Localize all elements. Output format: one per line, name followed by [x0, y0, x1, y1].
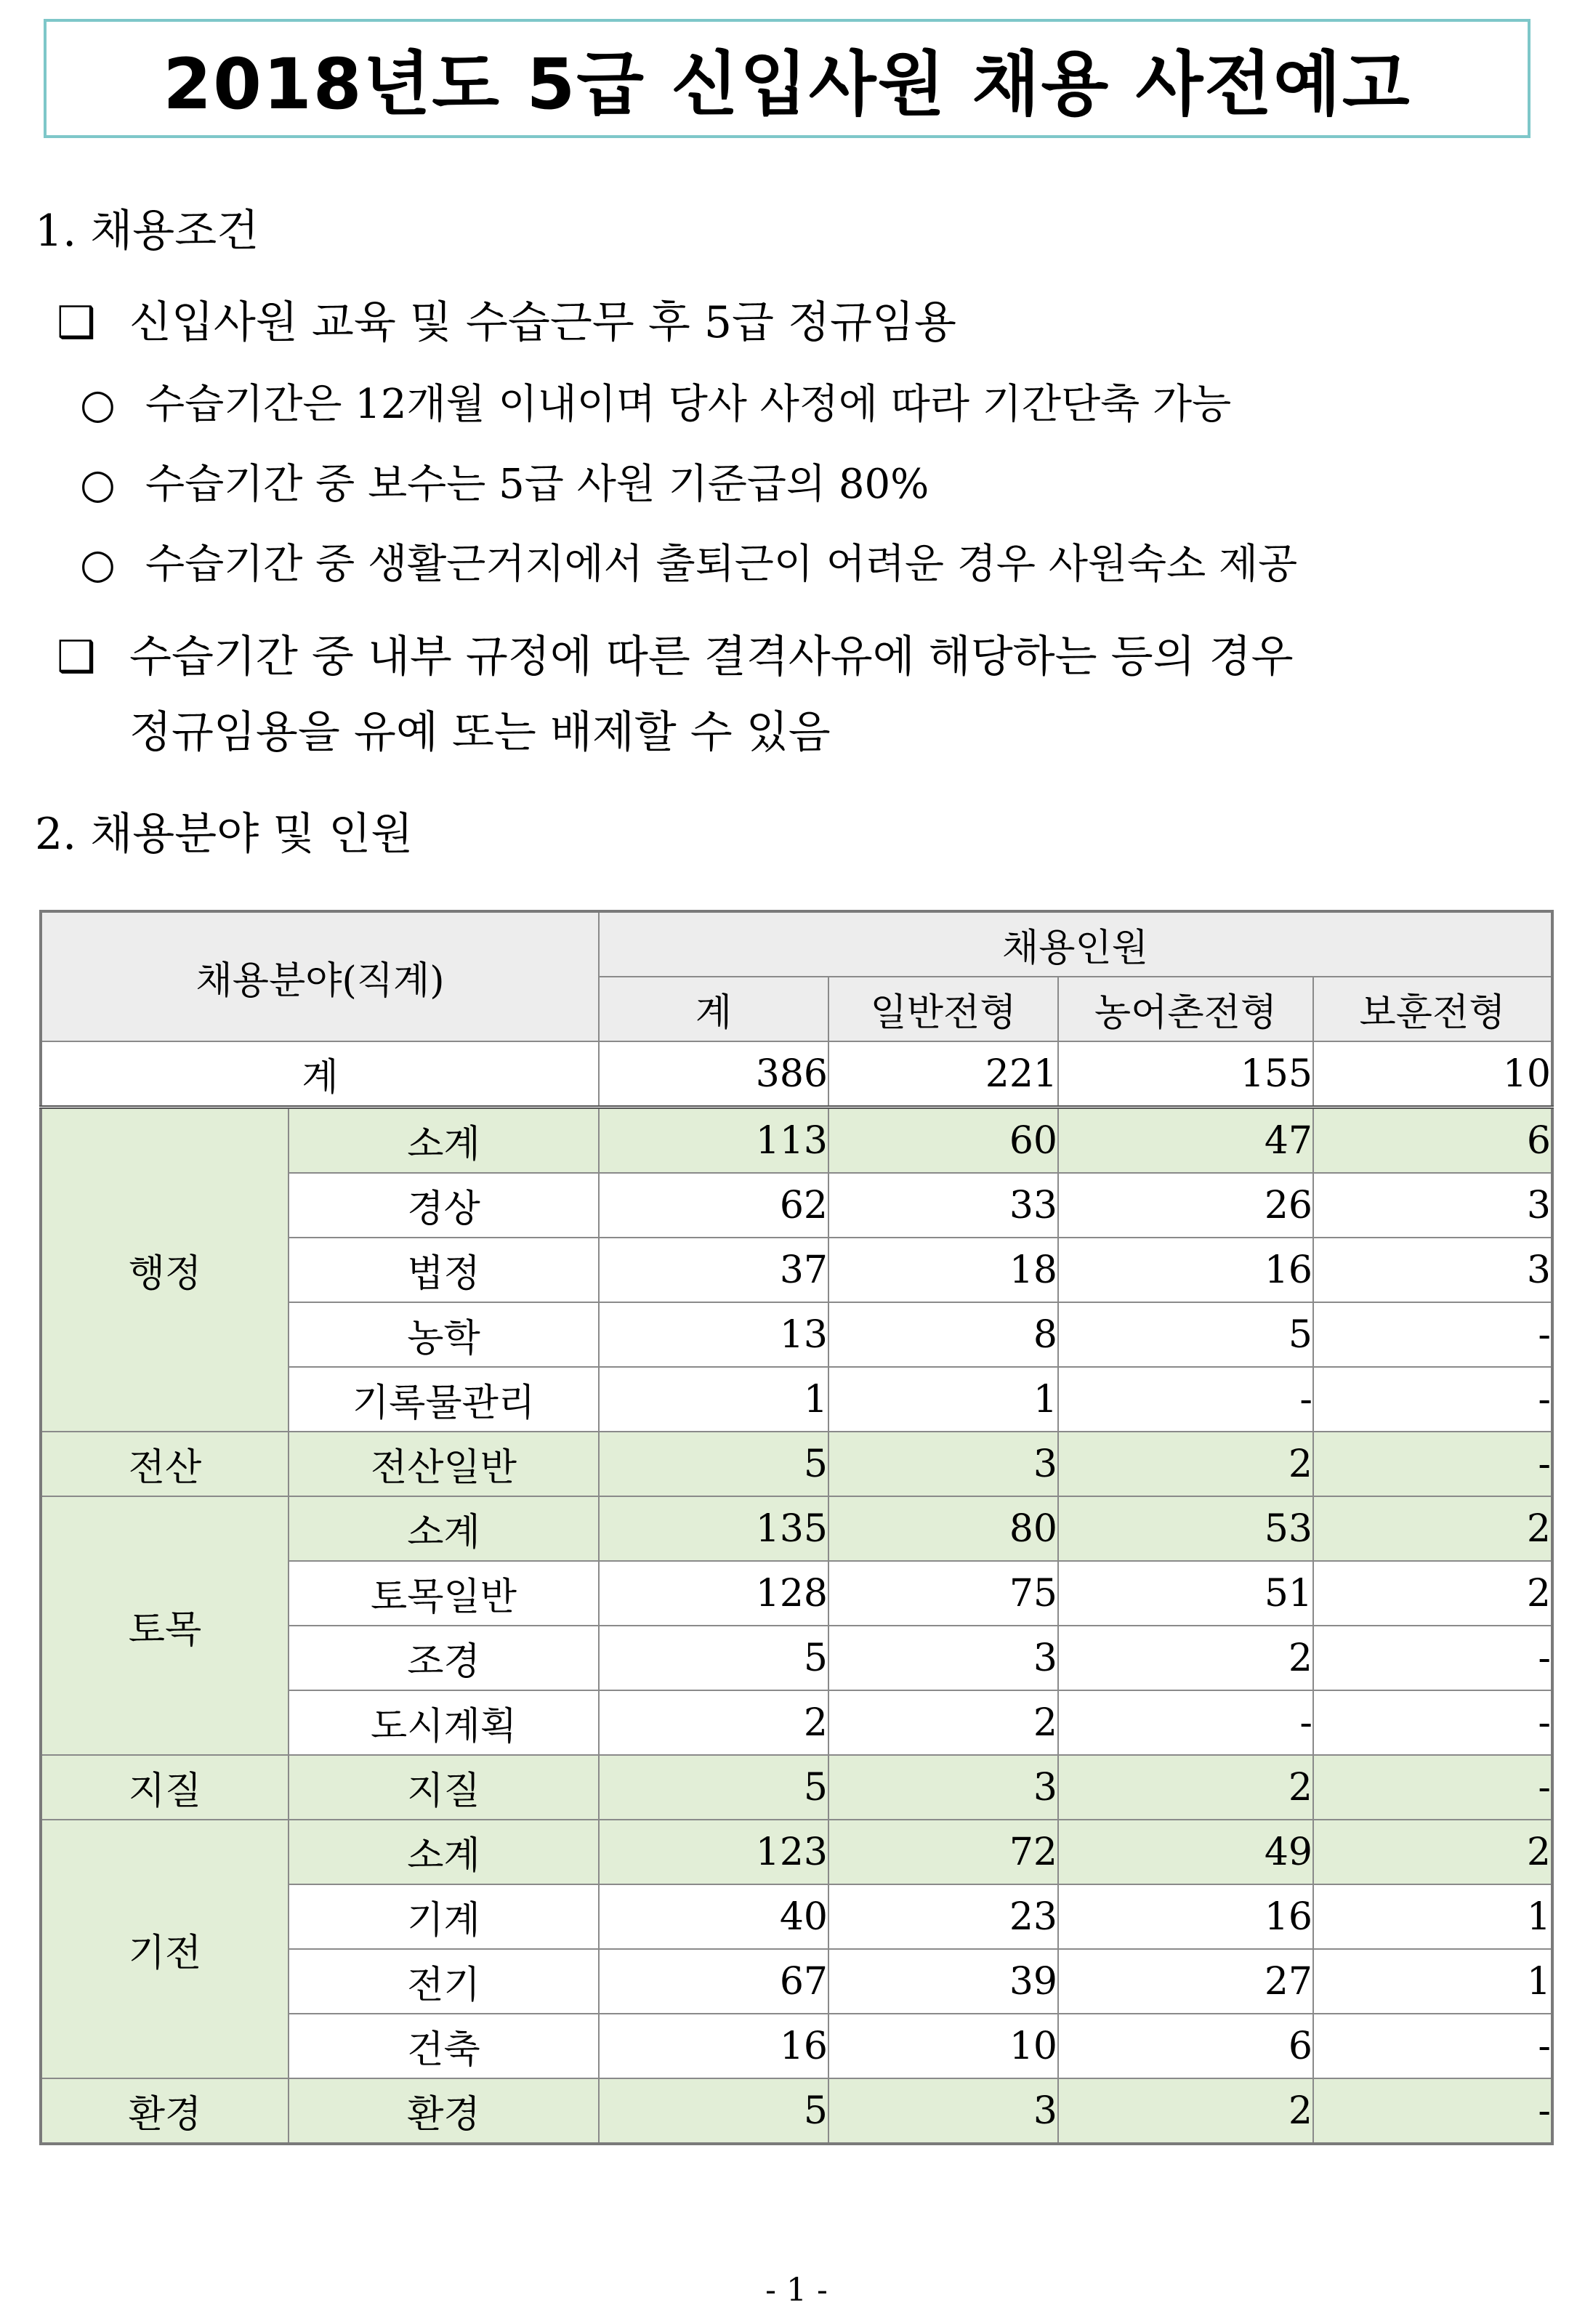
cell-rural: 49	[1058, 1820, 1313, 1884]
table-row	[41, 1107, 1552, 1174]
cell-veteran: 10	[1313, 1041, 1552, 1107]
cell-veteran: 2	[1313, 1561, 1552, 1626]
cell-total: 37	[599, 1238, 828, 1302]
row-label: 환경	[289, 2078, 599, 2144]
circle-bullet-icon: ○	[80, 461, 116, 508]
row-label: 건축	[289, 2014, 599, 2078]
cell-general: 3	[828, 2078, 1058, 2144]
row-label: 농학	[289, 1302, 599, 1367]
page-title: 2018년도 5급 신입사원 채용 사전예고	[163, 43, 1411, 125]
condition-item-text: 수습기간 중 보수는 5급 사원 기준급의 80%	[145, 461, 929, 508]
cell-total: 5	[599, 1755, 828, 1820]
cell-veteran: -	[1313, 1690, 1552, 1755]
cell-rural: 27	[1058, 1949, 1313, 2014]
cell-total: 5	[599, 1432, 828, 1496]
table-row	[41, 2078, 1552, 2144]
cell-rural: -	[1058, 1367, 1313, 1432]
cell-total: 67	[599, 1949, 828, 2014]
cell-general: 80	[828, 1496, 1058, 1561]
cell-veteran: 2	[1313, 1820, 1552, 1884]
cell-rural: 6	[1058, 2014, 1313, 2078]
condition-item-1	[80, 372, 1231, 430]
row-label: 경상	[289, 1173, 599, 1238]
cell-rural: 2	[1058, 1755, 1313, 1820]
category-cell: 기전	[41, 1820, 289, 2078]
cell-total: 128	[599, 1561, 828, 1626]
total-label: 계	[41, 1041, 599, 1107]
header-col-veteran: 보훈전형	[1313, 977, 1552, 1041]
table-row	[41, 1755, 1552, 1820]
cell-veteran: 6	[1313, 1107, 1552, 1174]
cell-rural: 53	[1058, 1496, 1313, 1561]
section-2-heading: 2. 채용분야 및 인원	[35, 809, 414, 860]
cell-total: 2	[599, 1690, 828, 1755]
cell-total: 386	[599, 1041, 828, 1107]
category-cell: 행정	[41, 1107, 289, 1432]
cell-veteran: -	[1313, 1367, 1552, 1432]
cell-veteran: 1	[1313, 1884, 1552, 1949]
row-label: 조경	[289, 1626, 599, 1690]
row-label: 소계	[289, 1107, 599, 1174]
cell-veteran: -	[1313, 2014, 1552, 2078]
cell-total: 5	[599, 1626, 828, 1690]
cell-rural: 2	[1058, 2078, 1313, 2144]
condition-bullet-2-line1: 수습기간 중 내부 규정에 따른 결격사유에 해당하는 등의 경우	[129, 632, 1294, 682]
row-label: 전기	[289, 1949, 599, 2014]
table-row	[41, 1820, 1552, 1884]
cell-veteran: 3	[1313, 1238, 1552, 1302]
cell-total: 16	[599, 2014, 828, 2078]
cell-veteran: -	[1313, 1755, 1552, 1820]
cell-rural: 16	[1058, 1238, 1313, 1302]
header-group: 채용인원	[599, 911, 1552, 977]
cell-general: 3	[828, 1432, 1058, 1496]
condition-bullet-1	[57, 288, 956, 350]
row-label: 소계	[289, 1496, 599, 1561]
square-bullet-icon: ❑	[57, 297, 96, 348]
category-cell: 환경	[41, 2078, 289, 2144]
section-1-heading: 1. 채용조건	[35, 206, 259, 257]
cell-total: 5	[599, 2078, 828, 2144]
cell-total: 123	[599, 1820, 828, 1884]
cell-general: 75	[828, 1561, 1058, 1626]
cell-general: 33	[828, 1173, 1058, 1238]
cell-general: 221	[828, 1041, 1058, 1107]
circle-bullet-icon: ○	[80, 541, 116, 588]
table-row	[41, 1432, 1552, 1496]
cell-veteran: 3	[1313, 1173, 1552, 1238]
page-number: - 1 -	[765, 2272, 828, 2309]
condition-bullet-2	[57, 619, 1294, 770]
cell-rural: 155	[1058, 1041, 1313, 1107]
square-bullet-icon: ❑	[57, 632, 96, 682]
cell-total: 1	[599, 1367, 828, 1432]
cell-rural: 2	[1058, 1626, 1313, 1690]
title-box	[44, 19, 1531, 138]
cell-rural: 26	[1058, 1173, 1313, 1238]
cell-veteran: 1	[1313, 1949, 1552, 2014]
cell-veteran: -	[1313, 1432, 1552, 1496]
condition-bullet-2-line2: 정규임용을 유예 또는 배제할 수 있음	[129, 707, 831, 758]
cell-general: 8	[828, 1302, 1058, 1367]
cell-rural: 47	[1058, 1107, 1313, 1174]
cell-general: 3	[828, 1755, 1058, 1820]
circle-bullet-icon: ○	[80, 381, 116, 428]
cell-rural: -	[1058, 1690, 1313, 1755]
cell-general: 10	[828, 2014, 1058, 2078]
row-label: 도시계획	[289, 1690, 599, 1755]
row-label: 지질	[289, 1755, 599, 1820]
condition-item-text: 수습기간은 12개월 이내이며 당사 사정에 따라 기간단축 가능	[145, 381, 1232, 428]
header-col-rural: 농어촌전형	[1058, 977, 1313, 1041]
cell-total: 13	[599, 1302, 828, 1367]
condition-bullet-1-text: 신입사원 교육 및 수습근무 후 5급 정규임용	[129, 297, 956, 348]
cell-rural: 16	[1058, 1884, 1313, 1949]
category-cell: 지질	[41, 1755, 289, 1820]
cell-total: 62	[599, 1173, 828, 1238]
recruitment-table	[39, 910, 1554, 2145]
cell-total: 113	[599, 1107, 828, 1174]
table-row	[41, 1496, 1552, 1561]
cell-veteran: 2	[1313, 1496, 1552, 1561]
condition-item-2	[80, 452, 929, 510]
cell-rural: 2	[1058, 1432, 1313, 1496]
cell-total: 40	[599, 1884, 828, 1949]
row-label: 기계	[289, 1884, 599, 1949]
cell-veteran: -	[1313, 2078, 1552, 2144]
condition-item-3	[80, 532, 1297, 590]
condition-item-text: 수습기간 중 생활근거지에서 출퇴근이 어려운 경우 사원숙소 제공	[145, 541, 1298, 588]
cell-general: 72	[828, 1820, 1058, 1884]
cell-general: 2	[828, 1690, 1058, 1755]
row-label: 전산일반	[289, 1432, 599, 1496]
cell-rural: 5	[1058, 1302, 1313, 1367]
row-label: 토목일반	[289, 1561, 599, 1626]
table-row-total	[41, 1041, 1552, 1107]
cell-general: 1	[828, 1367, 1058, 1432]
cell-veteran: -	[1313, 1302, 1552, 1367]
cell-general: 18	[828, 1238, 1058, 1302]
cell-general: 23	[828, 1884, 1058, 1949]
header-col-total: 계	[599, 977, 828, 1041]
cell-rural: 51	[1058, 1561, 1313, 1626]
category-cell: 토목	[41, 1496, 289, 1755]
cell-general: 3	[828, 1626, 1058, 1690]
cell-general: 39	[828, 1949, 1058, 2014]
row-label: 법정	[289, 1238, 599, 1302]
category-cell: 전산	[41, 1432, 289, 1496]
header-field: 채용분야(직계)	[41, 911, 599, 1041]
cell-general: 60	[828, 1107, 1058, 1174]
row-label: 기록물관리	[289, 1367, 599, 1432]
header-col-general: 일반전형	[828, 977, 1058, 1041]
cell-veteran: -	[1313, 1626, 1552, 1690]
row-label: 소계	[289, 1820, 599, 1884]
cell-total: 135	[599, 1496, 828, 1561]
